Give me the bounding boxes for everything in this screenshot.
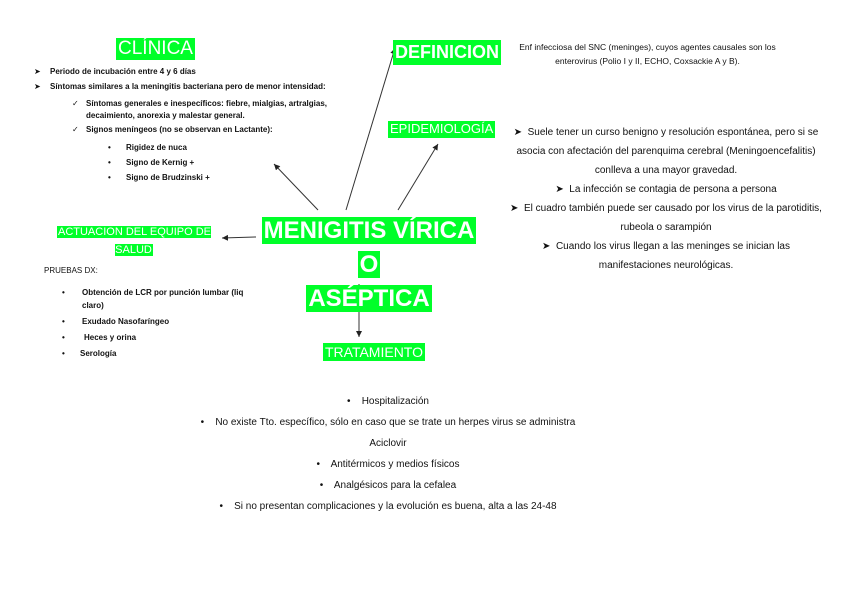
- central-line-1: MENIGITIS VÍRICA O: [263, 217, 475, 278]
- signo-item: • Rigidez de nuca: [34, 140, 334, 155]
- arrow-bullet-icon: ➤: [542, 241, 551, 252]
- tratamiento-list: [188, 391, 588, 517]
- clinica-item: ➤ Síntomas similares a la meningitis bacteriana pero de menor intensidad:: [34, 82, 326, 91]
- arrow-bullet-icon: ➤: [34, 82, 41, 91]
- signo-item: • Signo de Kernig +: [34, 155, 334, 170]
- central-line-2: ASÉPTICA: [308, 285, 430, 312]
- tratamiento-item: • Analgésicos para la cefalea: [319, 480, 457, 491]
- dot-bullet-icon: •: [108, 158, 111, 167]
- dot-bullet-icon: •: [108, 143, 111, 152]
- dot-bullet-icon: •: [219, 501, 223, 512]
- arrow-bullet-icon: ➤: [510, 203, 519, 214]
- definicion-title: DEFINICION: [393, 40, 501, 65]
- clinica-title: CLÍNICA: [118, 38, 193, 59]
- tratamiento-item: • No existe Tto. específico, sólo en caso que se trate un herpes virus se administra Aciclovir: [200, 417, 576, 449]
- arrow-to-actuacion: [222, 237, 256, 238]
- clinica-subitem: ✓ Síntomas generales e inespecíficos: fiebre, mialgias, artralgias, decaimiento, anorexia y malestar general.: [72, 99, 327, 120]
- arrow-bullet-icon: ➤: [34, 67, 41, 76]
- prueba-item: • Obtención de LCR por punción lumbar (liq claro): [62, 288, 244, 310]
- dot-bullet-icon: •: [347, 396, 351, 407]
- epidemiologia-item: ➤ El cuadro también puede ser causado por los virus de la parotiditis, rubeola o sarampión: [510, 203, 822, 233]
- dot-bullet-icon: •: [62, 288, 65, 297]
- check-icon: ✓: [72, 99, 79, 108]
- clinica-section: [34, 66, 334, 185]
- central-topic: [258, 214, 480, 316]
- clinica-subitem: ✓ Signos meníngeos (no se observan en Lactante):: [72, 125, 273, 134]
- pruebas-label: PRUEBAS DX:: [44, 266, 98, 275]
- epidemiologia-item: ➤ La infección se contagia de persona a persona: [555, 184, 777, 195]
- dot-bullet-icon: •: [62, 333, 65, 342]
- epidemiologia-item: ➤ Suele tener un curso benigno y resolución espontánea, pero si se asocia con afectación del parenquima cerebral (Meningoencefalitis) conlleva a una mayor gravedad.: [513, 127, 819, 176]
- arrow-bullet-icon: ➤: [555, 184, 564, 195]
- actuacion-title: ACTUACION DEL EQUIPO DE SALUD: [57, 226, 211, 256]
- dot-bullet-icon: •: [319, 480, 324, 491]
- arrow-to-epidemiologia: [398, 144, 438, 210]
- tratamiento-item: • Antitérmicos y medios físicos: [316, 459, 460, 470]
- clinica-item: ➤ Periodo de incubación entre 4 y 6 días: [34, 67, 196, 76]
- dot-bullet-icon: •: [62, 349, 65, 358]
- epidemiologia-item: ➤ Cuando los virus llegan a las meninges se inician las manifestaciones neurológicas.: [542, 241, 790, 271]
- check-icon: ✓: [72, 125, 79, 134]
- pruebas-list: [62, 286, 262, 362]
- arrow-bullet-icon: ➤: [513, 127, 523, 138]
- epidemiologia-title: EPIDEMIOLOGÍA: [390, 121, 494, 136]
- prueba-item: • Heces y orina: [62, 330, 262, 346]
- dot-bullet-icon: •: [316, 459, 320, 470]
- prueba-item: • Exudado Nasofaríngeo: [62, 314, 262, 330]
- dot-bullet-icon: •: [108, 173, 111, 182]
- tratamiento-item: • Si no presentan complicaciones y la evolución es buena, alta a las 24-48: [219, 501, 557, 512]
- dot-bullet-icon: •: [200, 417, 205, 428]
- definicion-text: Enf infecciosa del SNC (meninges), cuyos agentes causales son los enterovirus (Polio I y II, ECHO, Coxsackie A y B).: [519, 42, 776, 66]
- tratamiento-item: • Hospitalización: [347, 396, 429, 407]
- prueba-item: • Serología: [62, 346, 262, 362]
- tratamiento-title: TRATAMIENTO: [325, 344, 423, 360]
- signo-item: • Signo de Brudzinski +: [34, 170, 334, 185]
- epidemiologia-list: [508, 123, 824, 275]
- dot-bullet-icon: •: [62, 317, 65, 326]
